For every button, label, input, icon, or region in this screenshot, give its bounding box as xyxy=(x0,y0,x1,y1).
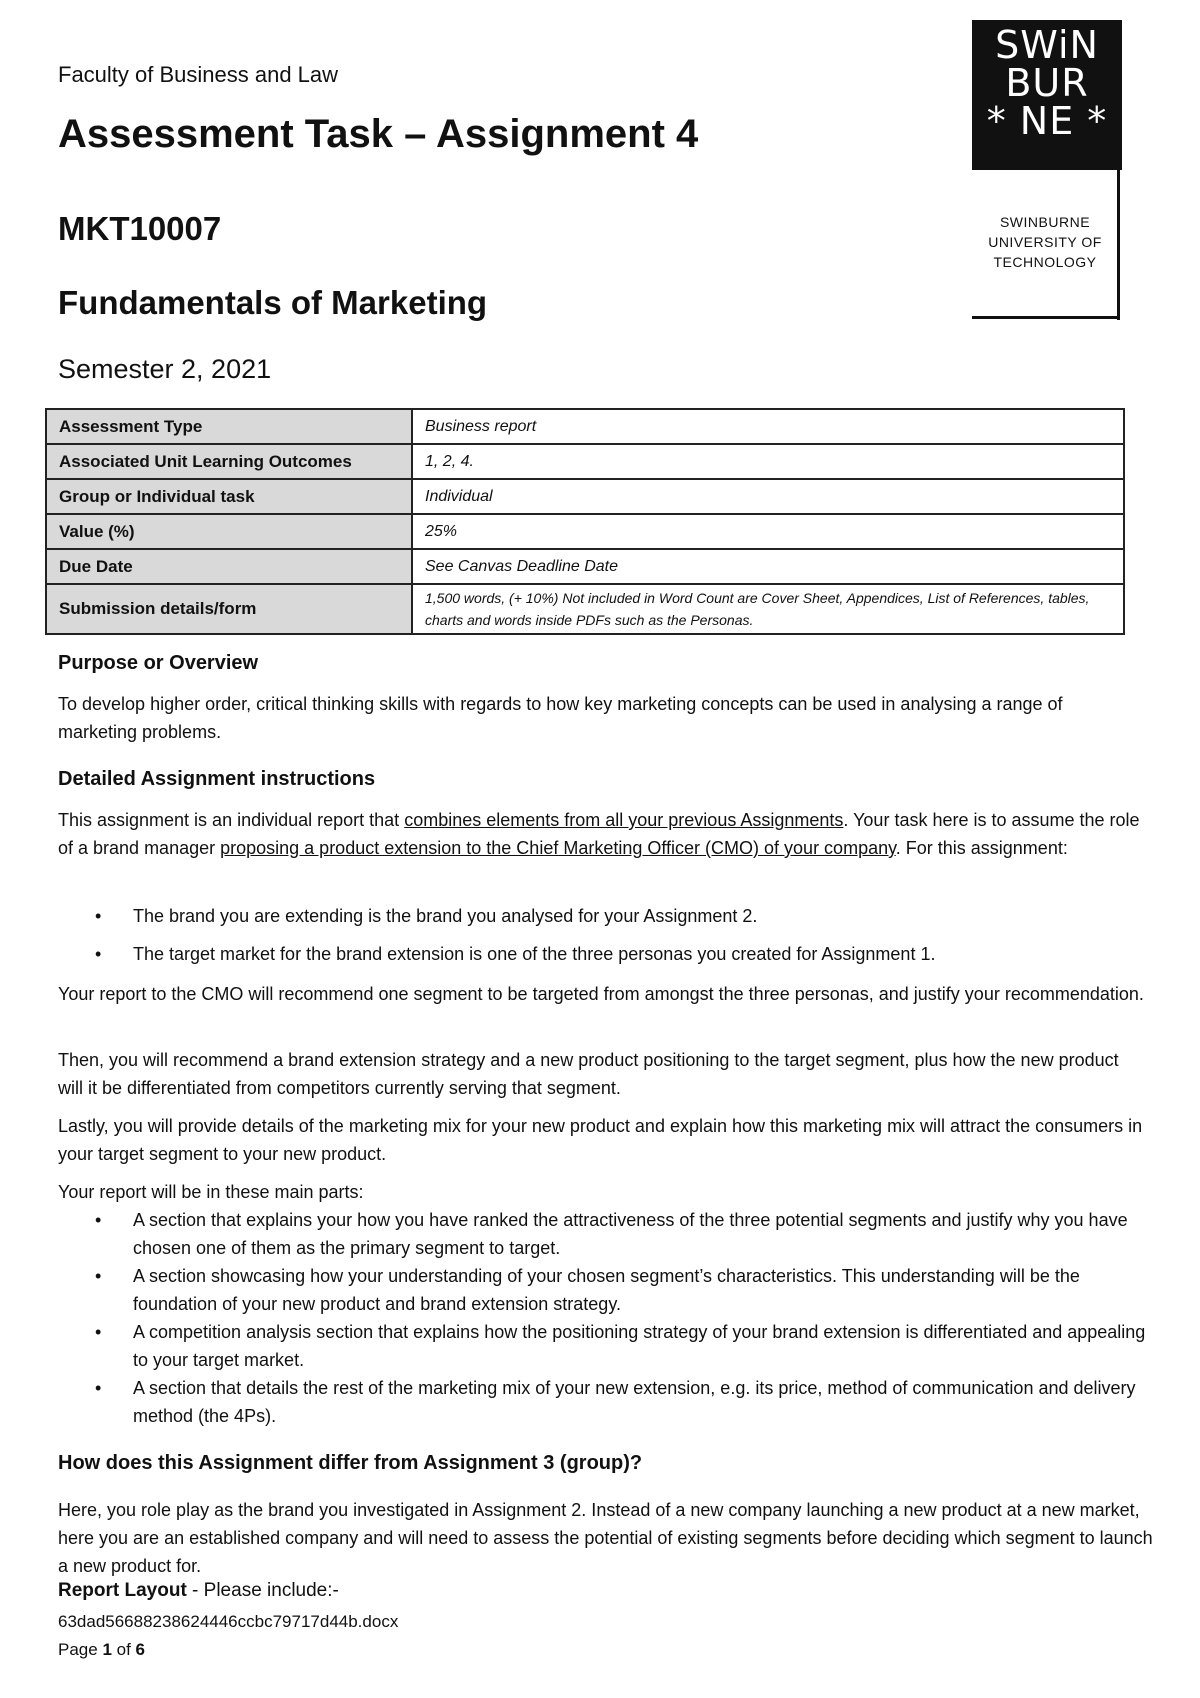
row-value: Individual xyxy=(412,479,1124,514)
university-name-line-2: UNIVERSITY OF xyxy=(988,234,1102,250)
report-layout-line xyxy=(58,1580,339,1602)
logo-line-2: BUR xyxy=(1005,61,1089,105)
unit-code: MKT10007 xyxy=(58,210,222,247)
page-total: 6 xyxy=(135,1640,145,1659)
table-row xyxy=(46,549,1124,584)
instruction-bullets xyxy=(58,940,1148,968)
logo-line-3: * NE * xyxy=(986,99,1108,143)
logo-line-1: SWiN xyxy=(995,23,1099,67)
instructions-heading: Detailed Assignment instructions xyxy=(58,768,376,790)
faculty-name: Faculty of Business and Law xyxy=(58,62,339,87)
university-name xyxy=(972,212,1118,272)
page-prefix: Page xyxy=(58,1640,103,1659)
row-value: See Canvas Deadline Date xyxy=(412,549,1124,584)
footer-filename: 63dad56688238624446ccbc79717d44b.docx xyxy=(58,1612,399,1631)
table-row xyxy=(46,584,1124,634)
page-of: of xyxy=(111,1640,136,1659)
parts-intro: Your report will be in these main parts: xyxy=(58,1182,364,1202)
instruction-bullets xyxy=(58,902,1148,930)
row-label: Value (%) xyxy=(46,514,412,549)
page-current: 1 xyxy=(102,1640,112,1659)
intro-text: . Your task here is to assume the role of a brand manager xyxy=(58,810,1140,858)
row-label: Submission details/form xyxy=(46,584,412,634)
row-value: Business report xyxy=(412,409,1124,444)
intro-underlined-text: combines elements from all your previous Assignments xyxy=(404,810,844,830)
purpose-text: To develop higher order, critical thinking skills with regards to how key marketing concepts can be used in analysing a range of marketing problems. xyxy=(58,694,1063,742)
row-value: 1, 2, 4. xyxy=(412,444,1124,479)
list-item: • The brand you are extending is the brand you analysed for your Assignment 2. xyxy=(58,902,1148,930)
purpose-heading: Purpose or Overview xyxy=(58,652,259,674)
logo-frame-horizontal xyxy=(972,316,1120,319)
differ-heading: How does this Assignment differ from Assignment 3 (group)? xyxy=(58,1452,643,1474)
report-parts-list xyxy=(58,1206,1148,1430)
paragraph: Your report to the CMO will recommend one segment to be targeted from amongst the three personas, and justify your recommendation. xyxy=(58,984,1144,1004)
paragraph: Lastly, you will provide details of the marketing mix for your new product and explain how this marketing mix will attract the consumers in your target segment to your new product. xyxy=(58,1116,1143,1164)
report-layout-heading: Report Layout xyxy=(58,1580,187,1601)
table-row xyxy=(46,479,1124,514)
unit-name: Fundamentals of Marketing xyxy=(58,284,488,321)
row-label: Due Date xyxy=(46,549,412,584)
list-item: • A section that explains your how you have ranked the attractiveness of the three potential segments and justify why you have chosen one of them as the primary segment to target. xyxy=(58,1206,1148,1262)
row-label: Assessment Type xyxy=(46,409,412,444)
list-item: • The target market for the brand extension is one of the three personas you created for Assignment 1. xyxy=(58,940,1148,968)
differ-text: Here, you role play as the brand you investigated in Assignment 2. Instead of a new company launching a new product at a new market, here you are an established company and will need to assess the potential of existing segments before deciding which segment to launch a new product for. xyxy=(58,1500,1153,1576)
university-name-line-1: SWINBURNE xyxy=(999,214,1091,230)
intro-text: . For this assignment: xyxy=(895,838,1068,858)
swinburne-logo xyxy=(972,20,1122,170)
list-item: • A competition analysis section that explains how the positioning strategy of your brand extension is differentiated and appealing to your target market. xyxy=(58,1318,1148,1374)
report-layout-text: - Please include:- xyxy=(186,1580,339,1601)
semester: Semester 2, 2021 xyxy=(58,354,272,384)
table-row xyxy=(46,444,1124,479)
page-number xyxy=(58,1640,145,1660)
page-title: Assessment Task – Assignment 4 xyxy=(58,112,699,156)
row-value: 25% xyxy=(412,514,1124,549)
row-label: Group or Individual task xyxy=(46,479,412,514)
instructions-intro xyxy=(58,806,1148,862)
row-value: 1,500 words, (+ 10%) Not included in Word Count are Cover Sheet, Appendices, List of References, tables, charts and words inside PDFs such as the Personas. xyxy=(412,584,1124,634)
university-name-line-3: TECHNOLOGY xyxy=(993,254,1097,270)
paragraph: Then, you will recommend a brand extension strategy and a new product positioning to the target segment, plus how the new product will it be differentiated from competitors currently serving that segment. xyxy=(58,1050,1119,1098)
assessment-details-table xyxy=(45,408,1125,635)
list-item: • A section showcasing how your understanding of your chosen segment’s characteristics. This understanding will be the foundation of your new product and brand extension strategy. xyxy=(58,1262,1148,1318)
intro-text: This assignment is an individual report that xyxy=(58,810,405,830)
row-label: Associated Unit Learning Outcomes xyxy=(46,444,412,479)
list-item: • A section that details the rest of the marketing mix of your new extension, e.g. its price, method of communication and delivery method (the 4Ps). xyxy=(58,1374,1148,1430)
intro-underlined-text: proposing a product extension to the Chief Marketing Officer (CMO) of your company xyxy=(220,838,896,858)
table-row xyxy=(46,409,1124,444)
table-row xyxy=(46,514,1124,549)
